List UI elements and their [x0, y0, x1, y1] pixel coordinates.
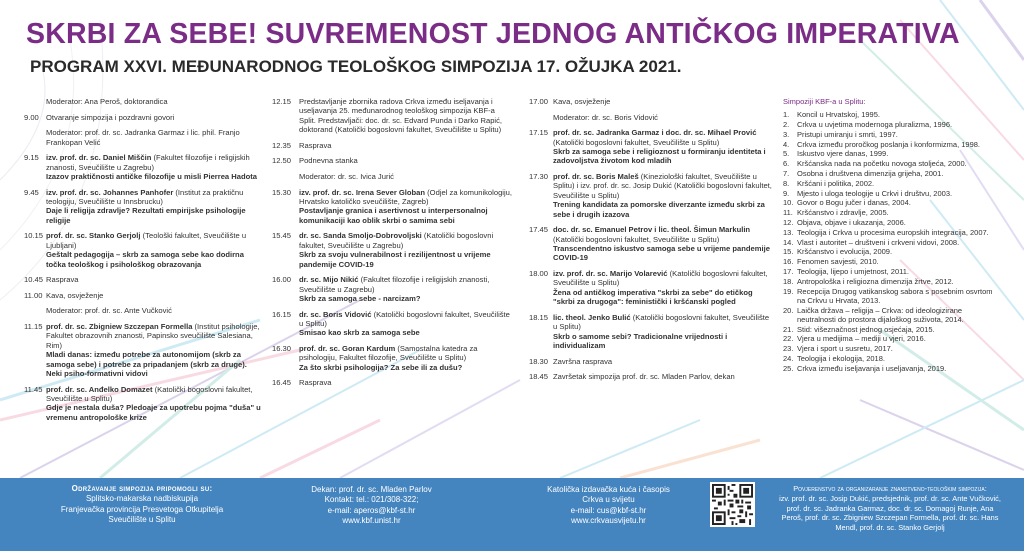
- program-entry-time: 10.15: [24, 231, 44, 241]
- program-entry-body: [46, 306, 264, 315]
- symposia-item-title: Pristupi umiranju i smrti, 1997.: [797, 129, 898, 139]
- program-entry: [272, 344, 512, 372]
- symposia-list-item: [779, 208, 999, 217]
- symposia-list-item: [779, 267, 999, 276]
- symposia-list-title: Simpoziji KBF-a u Splitu:: [783, 97, 866, 106]
- symposia-list-item: [779, 140, 999, 149]
- footer-committee-members: izv. prof. dr. sc. Josip Dukić, predsjednik, prof. dr. sc. Ante Vučković, prof. dr. sc. Jadranka Garmaz, doc. dr. sc. Domagoj Runje, Ana Peroš, prof. dr. sc. Zbigniew Szczepan Formella, prof. dr. sc. Hans Mendl, prof. dr. sc. Stanko Gerjolj: [779, 493, 1001, 533]
- symposia-item-title: Kršćanstvo i zdravlje, 2005.: [797, 208, 889, 218]
- symposia-item-title: Iskustvo vjere danas, 1999.: [797, 149, 889, 159]
- program-entry-time: 9.45: [24, 187, 39, 197]
- symposia-item-number: 2.: [783, 120, 790, 129]
- symposia-item-title: Laička država – religija – Crkva: od ideologizirane neutralnosti do prostora dijaloškog suživota, 2014.: [797, 305, 964, 324]
- program-entry-time: 16.30: [272, 344, 292, 354]
- program-entry: [24, 384, 264, 423]
- program-column-1: [24, 97, 264, 428]
- footer-dean-website[interactable]: www.kbf.unist.hr: [342, 516, 401, 526]
- footer-publisher: [531, 485, 686, 527]
- program-entry-body: [553, 313, 774, 351]
- symposia-item-number: 11.: [783, 208, 793, 218]
- program-entry-description: Rasprava: [46, 275, 79, 285]
- program-entry-body: [299, 172, 512, 181]
- program-entry-title: Skrb za samoga sebe - narcizam?: [299, 294, 421, 304]
- program-entry-time: 11.45: [24, 384, 43, 394]
- program-entry-time: [529, 113, 553, 122]
- symposia-item-number: 16.: [783, 257, 794, 267]
- symposia-item-title: Vjera i sport u susretu, 2017.: [797, 344, 893, 354]
- program-entry-time: 18.30: [529, 356, 549, 366]
- program-entry: [529, 313, 774, 351]
- program-entry-speaker: izv. prof. dr. sc. Marijo Volarević: [553, 269, 668, 279]
- program-entry-body: [299, 156, 512, 165]
- program-entry: [529, 172, 774, 219]
- footer-helpers: [24, 484, 260, 526]
- program-entry-speaker: prof. dr. sc. Goran Kardum: [299, 344, 396, 354]
- program-entry-speaker: prof. dr. sc. Zbigniew Szczepan Formella: [46, 322, 193, 331]
- symposia-item-title: Stid: višeznačnost jednog osjećaja, 2015.: [797, 324, 935, 334]
- symposia-item-title: Kršćanska nada na početku novoga stoljeća, 2000.: [797, 159, 967, 169]
- program-entry: [32, 97, 264, 106]
- program-column-2: [272, 97, 512, 394]
- program-entry-title: Gdje je nestala duša? Pledoaje za upotrebu pojma "duša" u vremenu antropološke krize: [46, 403, 261, 422]
- footer-helper-line: Splitsko-makarska nadbiskupija: [85, 494, 199, 504]
- program-entry-title: Mladi danas: između potrebe za autonomijom (skrb za samoga sebe) i potrebe za pripadanjem (skrb za druge). Neki psiho-formativni vidovi: [46, 350, 247, 379]
- symposia-item-number: 15.: [783, 247, 794, 257]
- program-entry-body: [46, 113, 264, 122]
- symposia-list-item: [779, 364, 999, 373]
- program-entry-description: (Teološki fakultet, Sveučilište u Ljubljani): [46, 231, 247, 250]
- program-entry-time: [24, 97, 46, 106]
- symposia-item-number: 12.: [783, 217, 794, 227]
- program-entry-time: 9.00: [24, 112, 39, 122]
- program-entry-time: 9.15: [24, 153, 39, 163]
- symposia-item-title: Teologija i ekologija, 2018.: [797, 353, 885, 363]
- program-entry-title: Geštalt pedagogija – skrb za samoga sebe kao dodirna točka teološkog i psihološkog obrazovanja: [46, 250, 244, 269]
- program-entry-body: [46, 275, 264, 284]
- program-entry: [24, 290, 264, 300]
- program-entry-body: [553, 357, 774, 366]
- program-entry-description: Završetak simpozija prof. dr. sc. Mladen Parlov, dekan: [553, 372, 735, 382]
- symposia-list-item: [779, 238, 999, 247]
- symposia-item-title: Kršćani i politika, 2002.: [797, 178, 875, 188]
- symposia-item-number: 21.: [783, 324, 794, 334]
- symposia-list-item: [779, 120, 999, 129]
- symposia-list-item: [779, 149, 999, 158]
- footer-committee: [776, 484, 1004, 533]
- symposia-item-number: 23.: [783, 344, 794, 354]
- program-entry-time: 17.45: [529, 225, 549, 235]
- symposia-item-number: 4.: [783, 139, 790, 149]
- program-entry: [272, 141, 512, 150]
- symposia-item-number: 19.: [783, 286, 794, 296]
- symposia-list-item: [779, 277, 999, 286]
- program-entry-body: [299, 188, 512, 226]
- symposia-item-title: Crkva između proročkog poslanja i konformizma, 1998.: [797, 139, 980, 149]
- symposia-list-item: [779, 325, 999, 334]
- program-entry: [24, 112, 264, 122]
- page-subtitle: PROGRAM XXVI. MEĐUNARODNOG TEOLOŠKOG SIMPOZIJA 17. OŽUJKA 2021.: [30, 57, 682, 76]
- program-entry-title: Izazov praktičnosti antičke filozofije u misli Pierrea Hadota: [46, 172, 257, 181]
- program-entry: [529, 372, 774, 381]
- program-entry-speaker: prof. dr. sc. Jadranka Garmaz i doc. dr. sc. Mihael Prović: [553, 128, 757, 138]
- program-entry-time: 18.45: [529, 372, 549, 382]
- program-entry-time: 18.00: [529, 269, 549, 279]
- qr-code-graphic: [712, 484, 753, 525]
- program-entry-description: Moderator: dr. sc. Ivica Jurić: [299, 172, 394, 181]
- footer-dean: [294, 485, 449, 527]
- symposia-item-title: Crkva u uvjetima modernoga pluralizma, 1996.: [797, 120, 953, 129]
- program-entry-title: Postavljanje granica i asertivnost u interpersonalnoj komunikaciji kao oblik skrbi o samima sebi: [299, 206, 488, 225]
- symposia-item-title: Teologija, lijepo i umjetnost, 2011.: [797, 266, 910, 276]
- program-entry-description: Rasprava: [299, 140, 332, 150]
- program-entry-description: Moderator: dr. sc. Boris Vidović: [553, 112, 658, 122]
- program-entry-time: 18.15: [529, 312, 549, 322]
- program-entry-time: 11.15: [24, 322, 43, 331]
- symposia-item-number: 13.: [783, 227, 794, 237]
- program-entry-time: 17.00: [529, 97, 549, 106]
- symposia-list-item: [779, 228, 999, 237]
- symposia-item-number: 1.: [783, 110, 790, 120]
- program-entry-time: [272, 172, 299, 181]
- symposia-item-number: 9.: [783, 188, 790, 198]
- symposia-item-title: Kršćanstvo i evolucija, 2009.: [797, 247, 893, 257]
- program-entry: [529, 113, 774, 122]
- program-entry-description: (Fakultet filozofije i religijskih znanosti, Sveučilište u Zagrebu): [299, 275, 490, 294]
- program-entry: [272, 188, 512, 226]
- program-entry-time: 17.30: [529, 172, 549, 181]
- program-entry-title: Skrb za svoju vulnerabilnost i rezilijentnost u vrijeme pandemije COVID-19: [299, 250, 491, 269]
- symposia-item-title: Antropološka i religiozna dimenzija žrtve, 2012.: [797, 276, 954, 286]
- program-entry-speaker: dr. sc. Sanda Smoljo-Dobrovoljski: [299, 231, 422, 241]
- program-entry-description: (Katolički bogoslovni fakultet, Sveučilište u Splitu): [46, 384, 253, 404]
- program-entry: [272, 97, 512, 135]
- program-entry: [24, 187, 264, 226]
- program-entry-description: Rasprava: [299, 378, 332, 388]
- program-entry-title: Skrb za samoga sebe i religioznost u formiranju identiteta i zadovoljstva životom kod mladih: [553, 147, 766, 166]
- program-entry-time: 15.45: [272, 231, 292, 241]
- program-entry-time: 16.00: [272, 275, 292, 285]
- symposia-list-item: [779, 344, 999, 353]
- program-entry-body: [553, 97, 774, 106]
- footer: [0, 478, 1024, 551]
- program-entry: [272, 172, 512, 181]
- program-entry-title: Za što skrbi psihologija? Za sebe ili za dušu?: [299, 362, 463, 372]
- program-entry-time: 12.15: [272, 97, 292, 106]
- symposia-list-item: [779, 179, 999, 188]
- symposia-item-title: Osobna i društvena dimenzija grijeha, 2001.: [797, 168, 944, 178]
- program-entry-description: (Kineziološki fakultet, Sveučilište u Splitu) i izv. prof. dr. sc. Josip Dukić (Katolički bogoslovni fakultet, Sveučilište u Splitu): [553, 172, 772, 200]
- program-entry-title: Skrb o samome sebi? Tradicionalne vrijednosti i individualizam: [553, 331, 728, 351]
- program-entry-body: [46, 128, 264, 147]
- symposia-item-title: Recepcija Drugog vatikanskog sabora s posebnim osvrtom na Crkvu u Hrvata, 2013.: [797, 286, 993, 305]
- symposia-items: [779, 110, 999, 373]
- program-entry-title: Smisao kao skrb za samoga sebe: [299, 328, 420, 338]
- program-entry-title: Trening kandidata za pomorske diverzante između skrbi za sebe i drugih izazova: [553, 200, 765, 219]
- program-entry-body: [299, 231, 512, 269]
- program-entry-time: 16.45: [272, 378, 292, 388]
- program-entry-body: [46, 188, 264, 226]
- program-entry-speaker: izv. prof. dr. sc. Daniel Miščin: [46, 153, 152, 163]
- program-entry-body: [299, 310, 512, 338]
- symposia-list-item: [779, 189, 999, 198]
- program-entry-body: [46, 153, 264, 181]
- program-entry: [272, 310, 512, 338]
- symposia-list-item: [779, 287, 999, 305]
- program-entry-body: [46, 291, 264, 300]
- program-entry-description: (Katolički bogoslovni fakultet, Sveučilište u Splitu): [553, 137, 720, 147]
- program-entry: [529, 97, 774, 106]
- program-entry-speaker: prof. dr. sc. Anđelko Domazet: [46, 384, 153, 394]
- symposia-item-title: Teologija i Crkva u procesima europskih integracija, 2007.: [797, 227, 989, 237]
- program-entry-description: (Katolički bogoslovni fakultet, Sveučilište u Zagrebu): [299, 231, 494, 250]
- symposia-item-title: Fenomen savjesti, 2010.: [797, 257, 879, 267]
- symposia-item-title: Objava, objave i ukazanja, 2006.: [797, 217, 906, 227]
- program-entry-time: 17.15: [529, 128, 549, 138]
- program-entry-body: [46, 385, 264, 423]
- footer-dean-phone: Kontakt: tel.: 021/308-322;: [324, 495, 419, 505]
- symposia-item-number: 25.: [783, 363, 794, 373]
- symposia-item-number: 20.: [783, 305, 794, 315]
- footer-publisher-line: Katolička izdavačka kuća i časopis: [547, 485, 670, 494]
- program-entry-body: [46, 322, 264, 378]
- program-entry-description: Podnevna stanka: [299, 156, 358, 166]
- program-entry: [529, 128, 774, 166]
- program-entry-speaker: dr. sc. Boris Vidović: [299, 309, 372, 319]
- footer-publisher-website[interactable]: www.crkvausvijetu.hr: [571, 516, 646, 526]
- program-entry-description: Moderator: prof. dr. sc. Ante Vučković: [46, 306, 172, 316]
- symposia-list-item: [779, 110, 999, 119]
- program-entry-time: [24, 128, 46, 147]
- program-entry-body: [553, 128, 774, 166]
- program-entry-speaker: izv. prof. dr. sc. Irena Sever Globan: [299, 187, 426, 197]
- program-entry-body: [553, 372, 774, 381]
- program-entry-description: Otvaranje simpozija i pozdravni govori: [46, 112, 175, 122]
- program-entry-description: Završna rasprava: [553, 356, 613, 366]
- program-entry-description: (Fakultet filozofije i religijskih znanosti, Sveučilište u Zagrebu): [46, 153, 250, 172]
- symposia-list-item: [779, 159, 999, 168]
- symposia-item-title: Vjera u medijima – mediji u vjeri, 2016.: [797, 334, 926, 344]
- program-entry-speaker: izv. prof. dr. sc. Johannes Panhofer: [46, 187, 174, 197]
- program-entry-description: Kava, osvježenje: [553, 97, 611, 106]
- program-entry: [529, 225, 774, 263]
- footer-committee-title: Povjerenstvo za organizaranje znanstveno-teološkim simpozija:: [793, 484, 987, 493]
- program-entry-speaker: dr. sc. Mijo Nikić: [299, 275, 359, 285]
- program-entry-description: (Katolički bogoslovni fakultet, Sveučilište u Splitu): [553, 234, 720, 244]
- program-entry: [272, 378, 512, 387]
- symposia-item-number: 5.: [783, 149, 790, 159]
- program-entry-time: 15.30: [272, 187, 292, 197]
- symposia-item-title: Govor o Bogu jučer i danas, 2004.: [797, 198, 911, 208]
- program-entry-description: Predstavljanje zbornika radova Crkva između iseljavanja i useljavanja 25. međunarodnog teološkog simpozija KBF-a Split. Predstavljači: doc. dr. sc. Edvard Punda i Darko Rapić, doktorand (Katolički bogoslovni fakultet, Sveučilište u Splitu): [299, 97, 503, 135]
- footer-helpers-title: Održavanje simpozija pripomogli su:: [71, 484, 213, 493]
- program-entry-description: Kava, osvježenje: [46, 290, 104, 300]
- symposia-item-number: 17.: [783, 266, 794, 276]
- program-entry-body: [46, 97, 264, 106]
- program-entry-body: [46, 231, 264, 269]
- program-entry-description: (Katolički bogoslovni fakultet, Sveučilište u Splitu): [299, 309, 510, 329]
- program-entry-description: (Institut za praktičnu teologiju, Sveučilište u Innsbrucku): [46, 187, 244, 206]
- program-entry-description: (Samostalna katedra za psihologiju, Fakultet filozofije, Sveučilište u Splitu): [299, 344, 478, 363]
- footer-dean-email[interactable]: e-mail: aperos@kbf-st.hr: [327, 505, 416, 515]
- symposia-item-number: 24.: [783, 353, 794, 363]
- program-entry-description: (Katolički bogoslovni fakultet, Sveučilište u Splitu): [553, 269, 768, 288]
- program-entry-time: 11.00: [24, 290, 43, 300]
- symposia-list-item: [779, 198, 999, 207]
- symposia-list-item: [779, 306, 999, 324]
- symposia-item-number: 22.: [783, 334, 794, 344]
- symposia-item-number: 10.: [783, 198, 794, 208]
- program-entry: [529, 357, 774, 366]
- symposia-item-title: Vlast i autoritet – društveni i crkveni vidovi, 2008.: [797, 237, 960, 247]
- program-entry: [272, 156, 512, 165]
- program-entry-body: [553, 269, 774, 307]
- program-entry-description: Moderator: Ana Peroš, doktorandica: [46, 97, 168, 106]
- program-entry-time: 16.15: [272, 309, 292, 319]
- program-entry-body: [553, 172, 774, 219]
- program-entry-body: [299, 344, 512, 372]
- symposia-item-title: Crkva između iseljavanja i useljavanja, 2019.: [797, 363, 947, 373]
- program-entry-description: (Institut psihologije, Fakultet obrazovnih znanosti, Papinsko sveučilište Salesiana, Rim): [46, 322, 260, 350]
- program-entry-body: [553, 225, 774, 263]
- program-entry-title: Daje li religija zdravlje? Rezultati empirijske psihologije religije: [46, 206, 246, 225]
- program-entry: [32, 128, 264, 147]
- program-entry: [24, 153, 264, 181]
- program-entry-time: [24, 306, 46, 315]
- program-column-3: [529, 97, 774, 388]
- program-entry-speaker: lic. theol. Jenko Bulić: [553, 312, 631, 322]
- symposia-list-item: [779, 247, 999, 256]
- program-entry: [32, 306, 264, 315]
- symposia-item-number: 18.: [783, 276, 794, 286]
- program-entry-body: [553, 113, 774, 122]
- program-entry-time: 10.45: [24, 275, 44, 285]
- footer-dean-line: Dekan: prof. dr. sc. Mladen Parlov: [311, 485, 432, 494]
- program-entry: [272, 231, 512, 269]
- page-title: SKRBI ZA SEBE! SUVREMENOST JEDNOG ANTIČKOG IMPERATIVA: [26, 18, 960, 50]
- program-entry-description: Moderator: prof. dr. sc. Jadranka Garmaz i lic. phil. Franjo Frankopan Velić: [46, 128, 240, 147]
- program-entry: [24, 275, 264, 285]
- symposia-item-number: 8.: [783, 178, 790, 188]
- symposia-list-item: [779, 169, 999, 178]
- symposia-list: [779, 97, 999, 374]
- program-entry-description: (Odjel za komunikologiju, Hrvatsko katoličko sveučilište, Zagreb): [299, 187, 512, 206]
- program-entry-time: 12.50: [272, 156, 292, 166]
- program-entry: [529, 269, 774, 307]
- program-entry: [272, 275, 512, 303]
- program-entry: [24, 231, 264, 269]
- qr-code-icon[interactable]: [710, 482, 755, 527]
- symposia-list-item: [779, 354, 999, 363]
- program-entry-body: [299, 378, 512, 387]
- symposia-list-item: [779, 257, 999, 266]
- symposia-item-number: 14.: [783, 237, 794, 247]
- program-entry-title: Transcendentno iskustvo samoga sebe u vrijeme pandemije COVID-19: [553, 244, 770, 263]
- footer-helper-line: Sveučilište u Splitu: [108, 515, 176, 525]
- program-entry-speaker: prof. dr. sc. Stanko Gerjolj: [46, 231, 141, 241]
- footer-publisher-line: Crkva u svijetu: [582, 495, 635, 505]
- program-entry-description: (Katolički bogoslovni fakultet, Sveučilište u Splitu): [553, 312, 770, 332]
- symposia-item-title: Mjesto i uloga teologije u Crkvi i društvu, 2003.: [797, 188, 953, 198]
- symposia-item-number: 3.: [783, 129, 790, 139]
- program-entry-time: 12.35: [272, 140, 292, 150]
- footer-helper-line: Franjevačka provincija Presvetoga Otkupitelja: [60, 504, 224, 514]
- program-entry-speaker: doc. dr. sc. Emanuel Petrov i lic. theol. Šimun Markulin: [553, 225, 751, 235]
- symposia-item-title: Koncil u Hrvatskoj, 1995.: [797, 110, 880, 120]
- program-entry-speaker: prof. dr. sc. Boris Maleš: [553, 172, 639, 181]
- footer-publisher-email[interactable]: e-mail: cus@kbf-st.hr: [570, 505, 647, 515]
- program-entry-title: Žena od antičkog imperativa "skrbi za sebe" do etičkog "skrbi za drugoga": feministički i kršćanski pogled: [553, 287, 753, 307]
- symposia-list-item: [779, 334, 999, 343]
- program-entry-body: [299, 141, 512, 150]
- symposia-list-item: [779, 130, 999, 139]
- program-entry-body: [299, 97, 512, 135]
- symposia-item-number: 6.: [783, 159, 790, 169]
- symposia-item-number: 7.: [783, 168, 790, 178]
- program-entry: [24, 322, 264, 379]
- symposia-list-item: [779, 218, 999, 227]
- program-entry-body: [299, 275, 512, 303]
